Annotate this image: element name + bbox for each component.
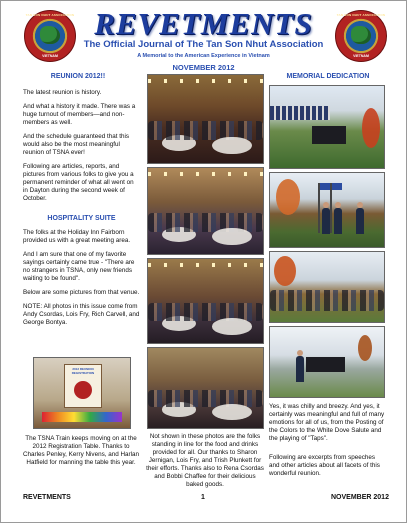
registration-sign: [64, 364, 102, 408]
memorial-photo-3: [269, 251, 385, 323]
logo-bottom-text: VIETNAM: [42, 54, 58, 58]
registration-caption: The TSNA Train keeps moving on at the 2012 Registration Table. Thanks to Charles Penley, Kerry Nivens, and Harlan Hatfield for manning the table this year.: [22, 435, 140, 466]
article-paragraph: NOTE: All photos in this issue come from Andy Csordas, Lois Fry, Rich Carvell, and George Bontya.: [23, 303, 140, 326]
chairs-rows: [270, 106, 330, 120]
issue-date: NOVEMBER 2012: [172, 63, 235, 72]
train-decoration: [42, 412, 122, 422]
article-paragraph: Below are some pictures from that venue.: [23, 289, 140, 296]
article-paragraph: The folks at the Holiday Inn Fairborn provided us with a great meeting area.: [23, 229, 131, 244]
logo-ring-text: TAN SON NHUT ASSOCIATION: [25, 13, 75, 17]
hospitality-photo-1: [147, 74, 264, 164]
hospitality-heading: HOSPITALITY SUITE: [47, 215, 116, 222]
logo-ring-text: TAN SON NHUT ASSOCIATION: [336, 13, 386, 17]
footer-page-number: 1: [201, 494, 205, 501]
article-paragraph: And the schedule guaranteed that this would also be the most meaningful reunion of TSNA ever!: [23, 133, 130, 156]
footer-publication: REVETMENTS: [23, 494, 71, 501]
article-paragraph: And I am sure that one of my favorite sayings certainly came true - "There are no strangers in TSNA, only new friends waiting to be found".: [23, 251, 135, 282]
hospitality-photo-4: [147, 347, 264, 429]
memorial-heading: MEMORIAL DEDICATION: [286, 73, 370, 80]
following-caption: Following are excerpts from speeches and other articles about all facets of this wonderful reunion.: [269, 454, 380, 477]
hospitality-article: [23, 229, 140, 333]
memorial-photo-4: [269, 326, 385, 398]
logo-bottom-text: VIETNAM: [353, 54, 369, 58]
hospitality-photo-3: [147, 258, 264, 344]
article-paragraph: And what a history it made. There was a huge turnout of members—and non-members as well.: [23, 103, 136, 126]
sign-emblem-icon: [74, 381, 92, 399]
registration-table-photo: [33, 357, 131, 429]
article-paragraph: The latest reunion is history.: [23, 89, 102, 96]
dedication-caption: Yes, it was chilly and breezy. And yes, it certainly was meaningful and full of many emotions for all of us, from the Posting of the Colors to the White Dove Salute and the playing of "Taps".: [269, 403, 385, 442]
registration-sign-text: 2012 REUNION REGISTRATION: [71, 367, 95, 375]
footer-issue-date: NOVEMBER 2012: [331, 494, 389, 501]
reunion-article: [23, 89, 140, 209]
memorial-photo-1: [269, 85, 385, 169]
article-paragraph: Following are articles, reports, and pictures from various folks to give you a permanent reminder of what all went on in Dayton during the second week of October.: [23, 163, 134, 202]
reunion-heading: REUNION 2012!!: [50, 73, 106, 80]
memorial-photo-2: [269, 172, 385, 248]
hospitality-photo-2: [147, 167, 264, 255]
journal-tagline: A Memorial to the American Experience in Vietnam: [137, 53, 270, 59]
journal-subtitle: The Official Journal of The Tan Son Nhut Association: [83, 39, 324, 50]
food-line-caption: Not shown in these photos are the folks standing in line for the food and drinks provided for all. Our thanks to Sharon Jernigan, Lois Fry, and Trish Plunkett for their efforts. Thanks also to Rena Csordas and Bobbi Chaffee for their delicious baked goods.: [146, 433, 264, 488]
journal-title: REVETMENTS: [94, 6, 313, 41]
